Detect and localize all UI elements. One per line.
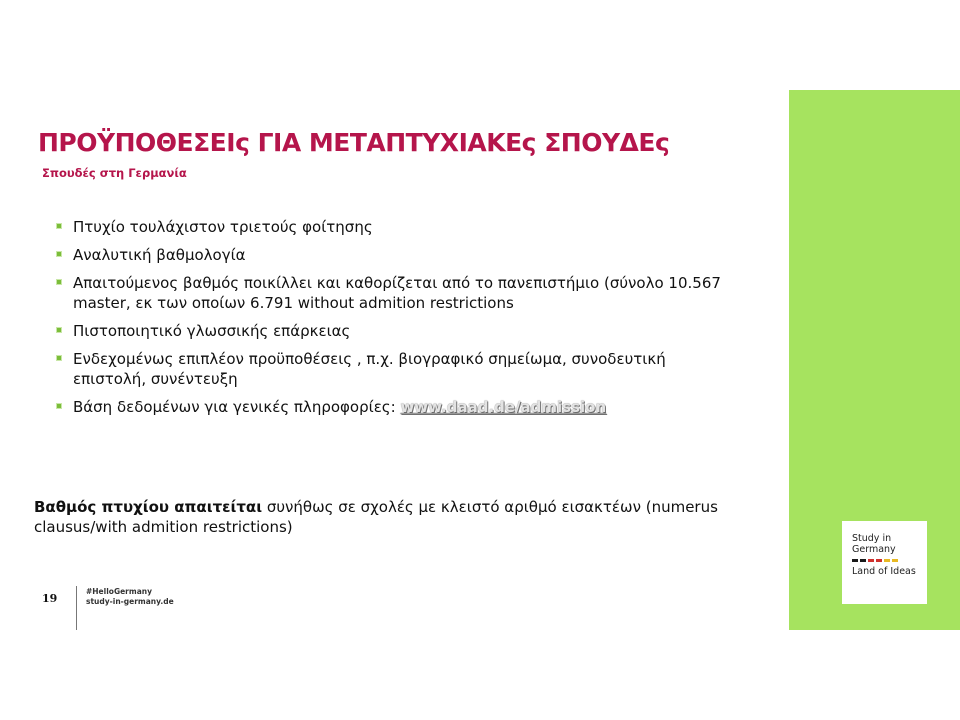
page-number: 19	[42, 592, 58, 605]
flag-dash	[876, 559, 882, 562]
list-item	[56, 245, 736, 265]
database-label: Βάση δεδομένων για γενικές πληροφορίες:	[73, 398, 396, 416]
list-item-text: Αναλυτική βαθμολογία	[73, 246, 246, 264]
note-bold-text: Βαθμός πτυχίου απαιτείται	[34, 498, 263, 516]
list-item	[56, 349, 736, 389]
bullet-square-icon	[56, 223, 62, 229]
list-item-text: Απαιτούμενος βαθμός ποικίλλει και καθορίζεται από το πανεπιστήμιο (σύνολο 10.567 master, εκ των οποίων 6.791 without admition restrictions	[73, 274, 721, 312]
requirements-list	[56, 217, 736, 425]
footer-divider	[76, 586, 77, 630]
list-item	[56, 321, 736, 341]
list-item-text: Πτυχίο τουλάχιστον τριετούς φοίτησης	[73, 218, 373, 236]
bullet-square-icon	[56, 327, 62, 333]
flag-dash	[884, 559, 890, 562]
list-item	[56, 397, 736, 417]
bullet-square-icon	[56, 251, 62, 257]
slide-subtitle: Σπουδές στη Γερμανία	[42, 166, 187, 180]
logo-line-1: Study in	[852, 533, 892, 544]
slide-title: ΠΡΟΫΠΟΘΕΣΕΙς ΓΙΑ ΜΕΤΑΠΤΥΧΙΑΚΕς ΣΠΟΥΔΕς	[38, 128, 670, 157]
logo-flag-stripe	[852, 559, 898, 562]
bullet-square-icon	[56, 403, 62, 409]
list-item	[56, 217, 736, 237]
study-in-germany-logo	[842, 521, 927, 604]
bullet-square-icon	[56, 279, 62, 285]
note-text: συνήθως σε σχολές με κλειστό αριθμό εισακτέων (numerus clausus/with admition restrictions)	[34, 498, 718, 536]
bullet-square-icon	[56, 355, 62, 361]
list-item	[56, 273, 736, 313]
logo-line-2: Germany	[852, 544, 896, 555]
list-item-text: Ενδεχομένως επιπλέον προϋποθέσεις , π.χ. βιογραφικό σημείωμα, συνοδευτική επιστολή, συνέντευξη	[73, 350, 666, 388]
flag-dash	[852, 559, 858, 562]
daad-admission-link[interactable]: www.daad.de/admission	[400, 398, 607, 416]
flag-dash	[860, 559, 866, 562]
flag-dash	[892, 559, 898, 562]
footer-hashtag: #HelloGermany	[86, 587, 152, 596]
footer-site: study-in-germany.de	[86, 597, 174, 606]
degree-grade-note	[34, 497, 734, 537]
list-item-text: Πιστοποιητικό γλωσσικής επάρκειας	[73, 322, 351, 340]
footer-tagline	[86, 587, 174, 607]
flag-dash	[868, 559, 874, 562]
logo-line-3: Land of Ideas	[852, 566, 916, 577]
